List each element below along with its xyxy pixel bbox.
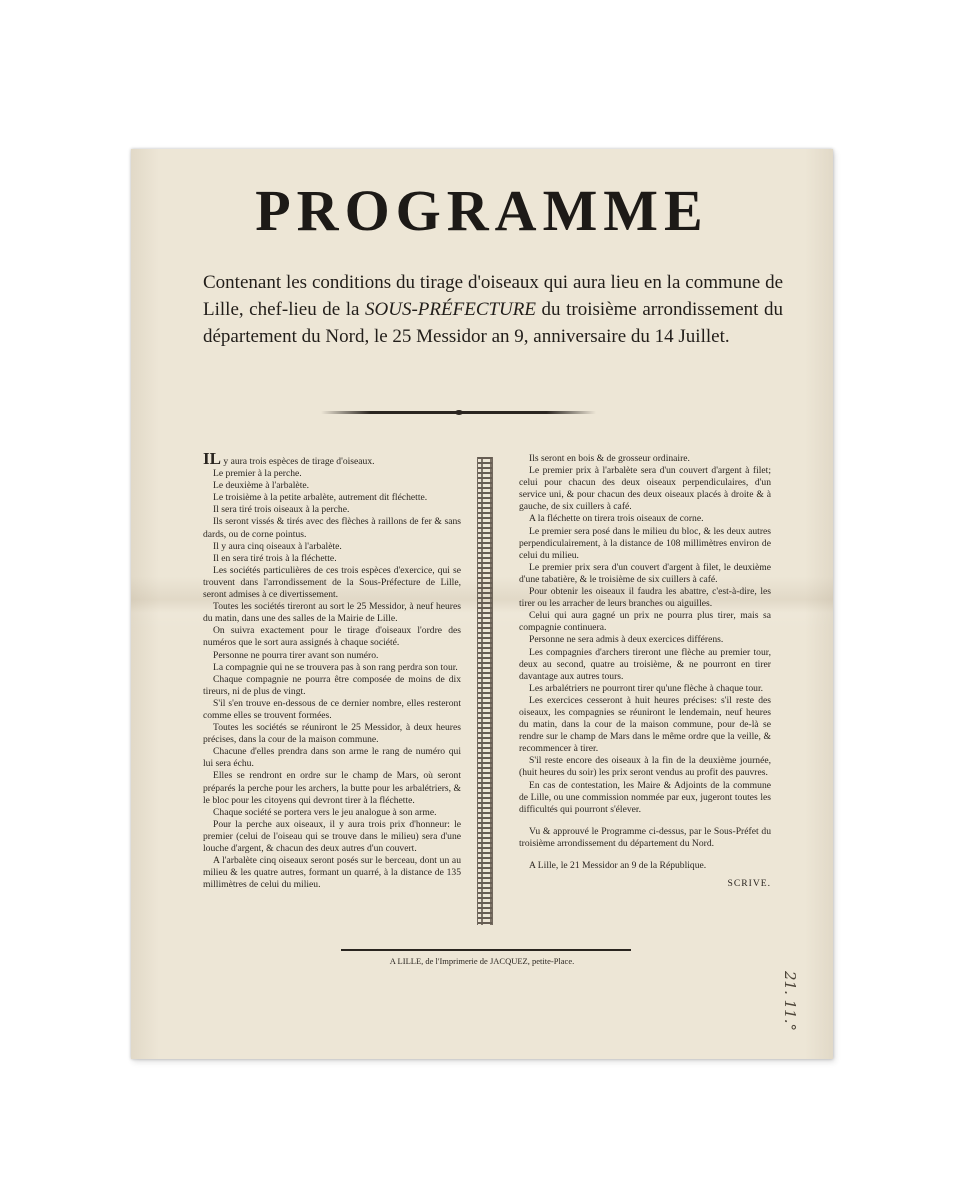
left-paragraph: La compagnie qui ne se trouvera pas à son rang perdra son tour. bbox=[213, 661, 458, 673]
right-paragraph: Celui qui aura gagné un prix ne pourra plus tirer, mais sa compagnie continuera. bbox=[519, 610, 771, 634]
drop-cap: IL bbox=[203, 449, 221, 468]
place-and-date: A Lille, le 21 Messidor an 9 de la République. bbox=[529, 860, 707, 871]
left-paragraph: Il en sera tiré trois à la fléchette. bbox=[213, 552, 337, 564]
subtitle-italic-text: SOUS-PRÉFECTURE bbox=[365, 299, 536, 320]
left-paragraph: Le troisième à la petite arbalète, autrement dit fléchette. bbox=[213, 492, 428, 504]
left-paragraph: Elles se rendront en ordre sur le champ de Mars, où seront préparés la perche pour les archers, la butte pour les arbalétriers, & le bloc pour les citoyens qui devront tirer à la fléchette. bbox=[203, 770, 461, 806]
document-subtitle bbox=[203, 269, 783, 350]
signature: SCRIVE. bbox=[727, 878, 771, 890]
right-paragraph: Les exercices cesseront à huit heures précises: s'il reste des oiseaux, les compagnies se réuniront le lendemain, neuf heures du matin, dans la cour de la maison commune, pour de-là se rendre sur le champ de Mars dans le même ordre que la veille, & recommencer à tirer. bbox=[519, 694, 771, 755]
left-paragraph: S'il s'en trouve en-dessous de ce dernier nombre, elles resteront comme elles se trouvent formées. bbox=[203, 697, 461, 721]
subtitle-text-before: Contenant les conditions du tirage d'oiseaux qui aura lieu en la commune de Lille, chef-lieu de la bbox=[203, 272, 783, 320]
left-paragraph: Les sociétés particulières de ces trois espèces d'exercice, qui se trouvent dans l'arrondissement de la Sous-Préfecture de Lille, seront admises à ce divertissement. bbox=[203, 564, 461, 601]
subtitle-text-after: du troisième arrondissement du département du Nord, le 25 Messidor an 9, anniversaire du 14 Juillet. bbox=[203, 299, 783, 347]
spacer bbox=[519, 816, 771, 826]
left-paragraph: Il sera tiré trois oiseaux à la perche. bbox=[213, 504, 350, 516]
left-paragraph: Chacune d'elles prendra dans son arme le rang de numéro qui lui sera échu. bbox=[203, 746, 461, 770]
left-paragraph: Toutes les sociétés se réuniront le 25 Messidor, à deux heures précises, dans la cour de la maison commune. bbox=[203, 722, 461, 746]
decorative-rule-bottom bbox=[341, 949, 631, 951]
poster-sheet bbox=[131, 149, 833, 1059]
right-paragraph: Pour obtenir les oiseaux il faudra les abattre, c'est-à-dire, les tirer ou les arracher de leurs branches ou aiguilles. bbox=[519, 586, 771, 610]
left-paragraph: Il y aura cinq oiseaux à l'arbalète. bbox=[213, 540, 342, 552]
right-paragraph: A la fléchette on tirera trois oiseaux de corne. bbox=[529, 513, 704, 525]
right-paragraph: Le premier sera posé dans le milieu du bloc, & les deux autres perpendiculairement, à la distance de 108 millimètres environ de celui du milieu. bbox=[519, 525, 771, 561]
left-paragraph: Personne ne pourra tirer avant son numéro. bbox=[213, 649, 379, 661]
left-paragraph: Le deuxième à l'arbalète. bbox=[213, 480, 310, 492]
handwritten-note: 21. 11.° bbox=[781, 971, 799, 1031]
left-paragraph: Le premier à la perche. bbox=[213, 468, 302, 480]
printer-imprint: A LILLE, de l'Imprimerie de JACQUEZ, petite-Place. bbox=[389, 956, 575, 966]
left-paragraph: Ils seront vissés & tirés avec des flèches à raillons de fer & sans dards, ou de corne pointus. bbox=[203, 516, 461, 540]
right-paragraph: S'il reste encore des oiseaux à la fin de la deuxième journée, (huit heures du soir) les prix seront vendus au profit des pauvres. bbox=[519, 755, 771, 779]
spacer bbox=[519, 850, 771, 860]
right-paragraph: Personne ne sera admis à deux exercices différens. bbox=[529, 634, 724, 646]
vertical-ornament-divider bbox=[477, 457, 493, 925]
left-paragraph: On suivra exactement pour le tirage d'oiseaux l'ordre des numéros que le sort aura assignés à chaque société. bbox=[203, 625, 461, 649]
left-paragraph: Chaque compagnie ne pourra être composée de moins de dix tireurs, ni de plus de vingt. bbox=[203, 673, 461, 697]
right-paragraph: En cas de contestation, les Maire & Adjoints de la commune de Lille, ou une commission nommée par eux, jugeront toutes les difficultés qui pourront s'élever. bbox=[519, 779, 771, 815]
right-paragraph: Les compagnies d'archers tireront une flèche au premier tour, deux au second, quatre au troisième, & ne pourront en tirer davantage aux autres tours. bbox=[519, 646, 771, 682]
first-paragraph-text: y aura trois espèces de tirage d'oiseaux. bbox=[220, 456, 375, 467]
first-paragraph bbox=[203, 449, 461, 468]
left-column bbox=[203, 449, 461, 891]
left-paragraph: Chaque société se portera vers le jeu analogue à son arme. bbox=[213, 806, 437, 818]
left-paragraph: Toutes les sociétés tireront au sort le 25 Messidor, à neuf heures du matin, dans une des salles de la Mairie de Lille. bbox=[203, 601, 461, 625]
left-paragraph: Pour la perche aux oiseaux, il y aura trois prix d'honneur: le premier (celui de l'oiseau qui se trouve dans le milieu) sera d'une louche d'argent, & chacun des deux autres d'un couvert. bbox=[203, 818, 461, 854]
right-column bbox=[519, 453, 771, 890]
document-title: PROGRAMME bbox=[255, 178, 709, 243]
right-paragraph: Le premier prix sera d'un couvert d'argent à filet, le deuxième d'une tabatière, & le troisième de six cuillers à café. bbox=[519, 561, 771, 585]
right-paragraph: Les arbalétriers ne pourront tirer qu'une flèche à chaque tour. bbox=[529, 682, 764, 694]
right-paragraph: Ils seront en bois & de grosseur ordinaire. bbox=[529, 453, 690, 464]
approval-statement: Vu & approuvé le Programme ci-dessus, par le Sous-Préfet du troisième arrondissement du département du Nord. bbox=[519, 825, 771, 849]
left-paragraph: A l'arbalète cinq oiseaux seront posés sur le berceau, dont un au milieu & les quatre autres, formant un quarré, à la distance de 135 millimètres de celui du milieu. bbox=[203, 855, 461, 891]
right-paragraph: Le premier prix à l'arbalète sera d'un couvert d'argent à filet; celui pour chacun des deux oiseaux perpendiculaires, d'un service uni, & pour chacun des deux oiseaux placés à droite & à gauche, de six cuillers à café. bbox=[519, 465, 771, 513]
decorative-rule-top bbox=[321, 411, 596, 414]
